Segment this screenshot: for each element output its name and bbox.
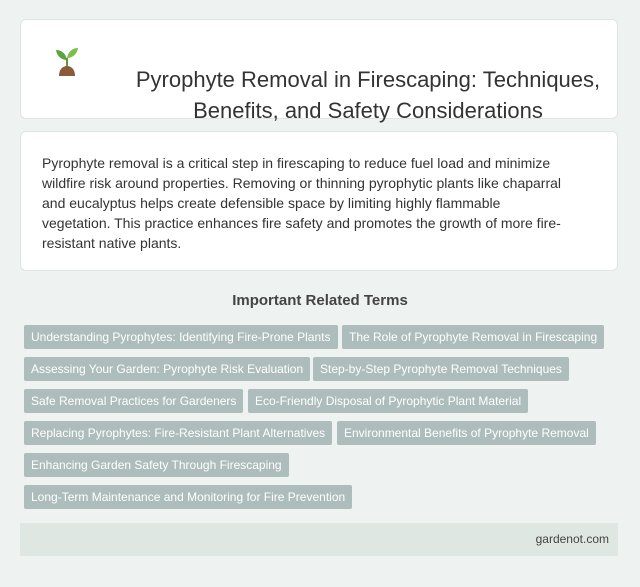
page-title: Pyrophyte Removal in Firescaping: Techniques, Benefits, and Safety Considerations xyxy=(135,67,601,123)
related-term-tag[interactable]: Long-Term Maintenance and Monitoring for Fire Prevention xyxy=(24,485,352,509)
related-term-tag[interactable]: Enhancing Garden Safety Through Firescaping xyxy=(24,453,289,477)
related-term-tag[interactable]: Step-by-Step Pyrophyte Removal Techniques xyxy=(313,357,569,381)
related-term-tag[interactable]: Environmental Benefits of Pyrophyte Removal xyxy=(337,421,596,445)
related-term-tag[interactable]: Eco-Friendly Disposal of Pyrophytic Plant Material xyxy=(248,389,528,413)
intro-card xyxy=(20,131,618,271)
seedling-icon xyxy=(53,44,81,76)
title-card xyxy=(20,19,618,123)
related-terms-heading: Important Related Terms xyxy=(232,292,408,309)
related-term-tag[interactable]: Understanding Pyrophytes: Identifying Fire-Prone Plants xyxy=(24,325,338,349)
footer xyxy=(20,523,618,556)
related-term-tag[interactable]: Assessing Your Garden: Pyrophyte Risk Evaluation xyxy=(24,357,310,381)
related-term-tag[interactable]: Safe Removal Practices for Gardeners xyxy=(24,389,243,413)
footer-site-link[interactable]: gardenot.com xyxy=(535,532,609,546)
intro-paragraph: Pyrophyte removal is a critical step in firescaping to reduce fuel load and minimize wildfire risk around properties. Removing or thinning pyrophytic plants like chaparral and eucalyptus helps create defensible space by limiting highly flammable vegetation. This practice enhances fire safety and promotes the growth of more fire-resistant native plants. xyxy=(42,155,562,251)
related-term-tag[interactable]: Replacing Pyrophytes: Fire-Resistant Plant Alternatives xyxy=(24,421,332,445)
related-term-tag[interactable]: The Role of Pyrophyte Removal in Firescaping xyxy=(342,325,604,349)
